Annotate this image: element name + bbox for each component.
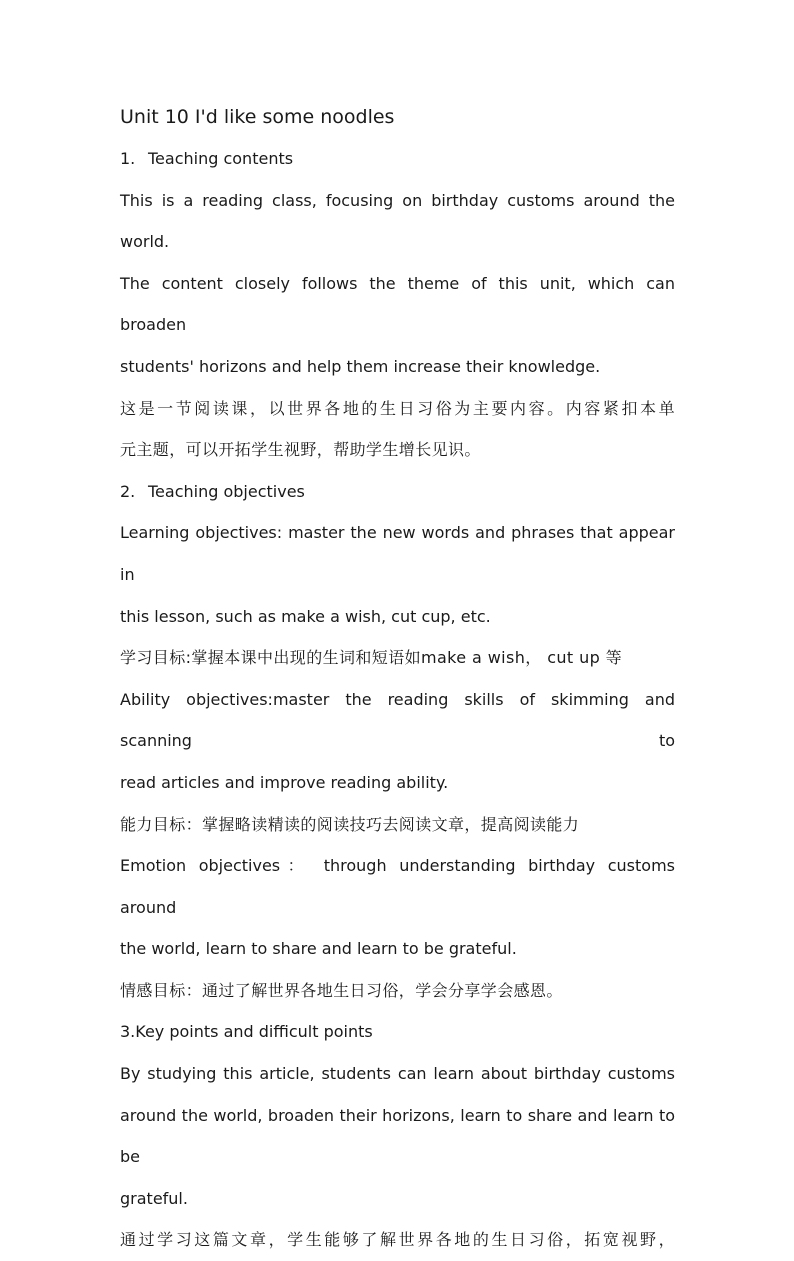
paragraph-line-zh: 这是一节阅读课，以世界各地的生日习俗为主要内容。内容紧扣本单 <box>120 398 675 418</box>
section-heading-text: Teaching objectives <box>148 481 305 501</box>
section-heading-text: Teaching contents <box>148 149 294 168</box>
emotion-objectives-line: Emotion objectives： through understanding birthday customs around <box>120 856 675 917</box>
paragraph-line-zh: 元主题，可以开拓学生视野，帮助学生增长见识。 <box>120 440 481 460</box>
section-number: 2. <box>120 481 136 501</box>
paragraph-line-zh: 通过学习这篇文章，学生能够了解世界各地的生日习俗，拓宽视野， <box>120 1230 675 1250</box>
document-body <box>120 96 675 1261</box>
paragraph-line: By studying this article, students can learn about birthday customs <box>120 1064 675 1084</box>
emotion-objectives-zh: 情感目标：通过了解世界各地生日习俗，学会分享学会感恩。 <box>120 980 563 1000</box>
learning-objectives-line: Learning objectives: master the new words and phrases that appear in <box>120 523 675 584</box>
paragraph-line: around the world, broaden their horizons, learn to share and learn to be <box>120 1105 675 1167</box>
section-number: 1. <box>120 149 136 168</box>
learning-objectives-line: this lesson, such as make a wish, cut cup, etc. <box>120 606 491 626</box>
learning-objectives-zh: 学习目标:掌握本课中出现的生词和短语如make a wish， cut up 等 <box>120 648 623 668</box>
emotion-objectives-line: the world, learn to share and learn to be grateful. <box>120 939 517 959</box>
ability-objectives-line: read articles and improve reading ability. <box>120 772 449 792</box>
ability-objectives-line: Ability objectives:master the reading skills of skimming and scanning to <box>120 689 675 751</box>
paragraph-line: students' horizons and help them increase their knowledge. <box>120 356 601 376</box>
section-heading-teaching-contents <box>120 138 675 180</box>
section-heading-teaching-objectives <box>120 471 675 513</box>
paragraph-line: The content closely follows the theme of this unit, which can broaden <box>120 273 675 335</box>
ability-objectives-zh: 能力目标：掌握略读精读的阅读技巧去阅读文章，提高阅读能力 <box>120 814 580 834</box>
section-heading-key-points: 3.Key points and difficult points <box>120 1022 373 1042</box>
paragraph-line: This is a reading class, focusing on birthday customs around the world. <box>120 190 675 252</box>
paragraph-line: grateful. <box>120 1188 188 1208</box>
document-title: Unit 10 I'd like some noodles <box>120 106 395 128</box>
